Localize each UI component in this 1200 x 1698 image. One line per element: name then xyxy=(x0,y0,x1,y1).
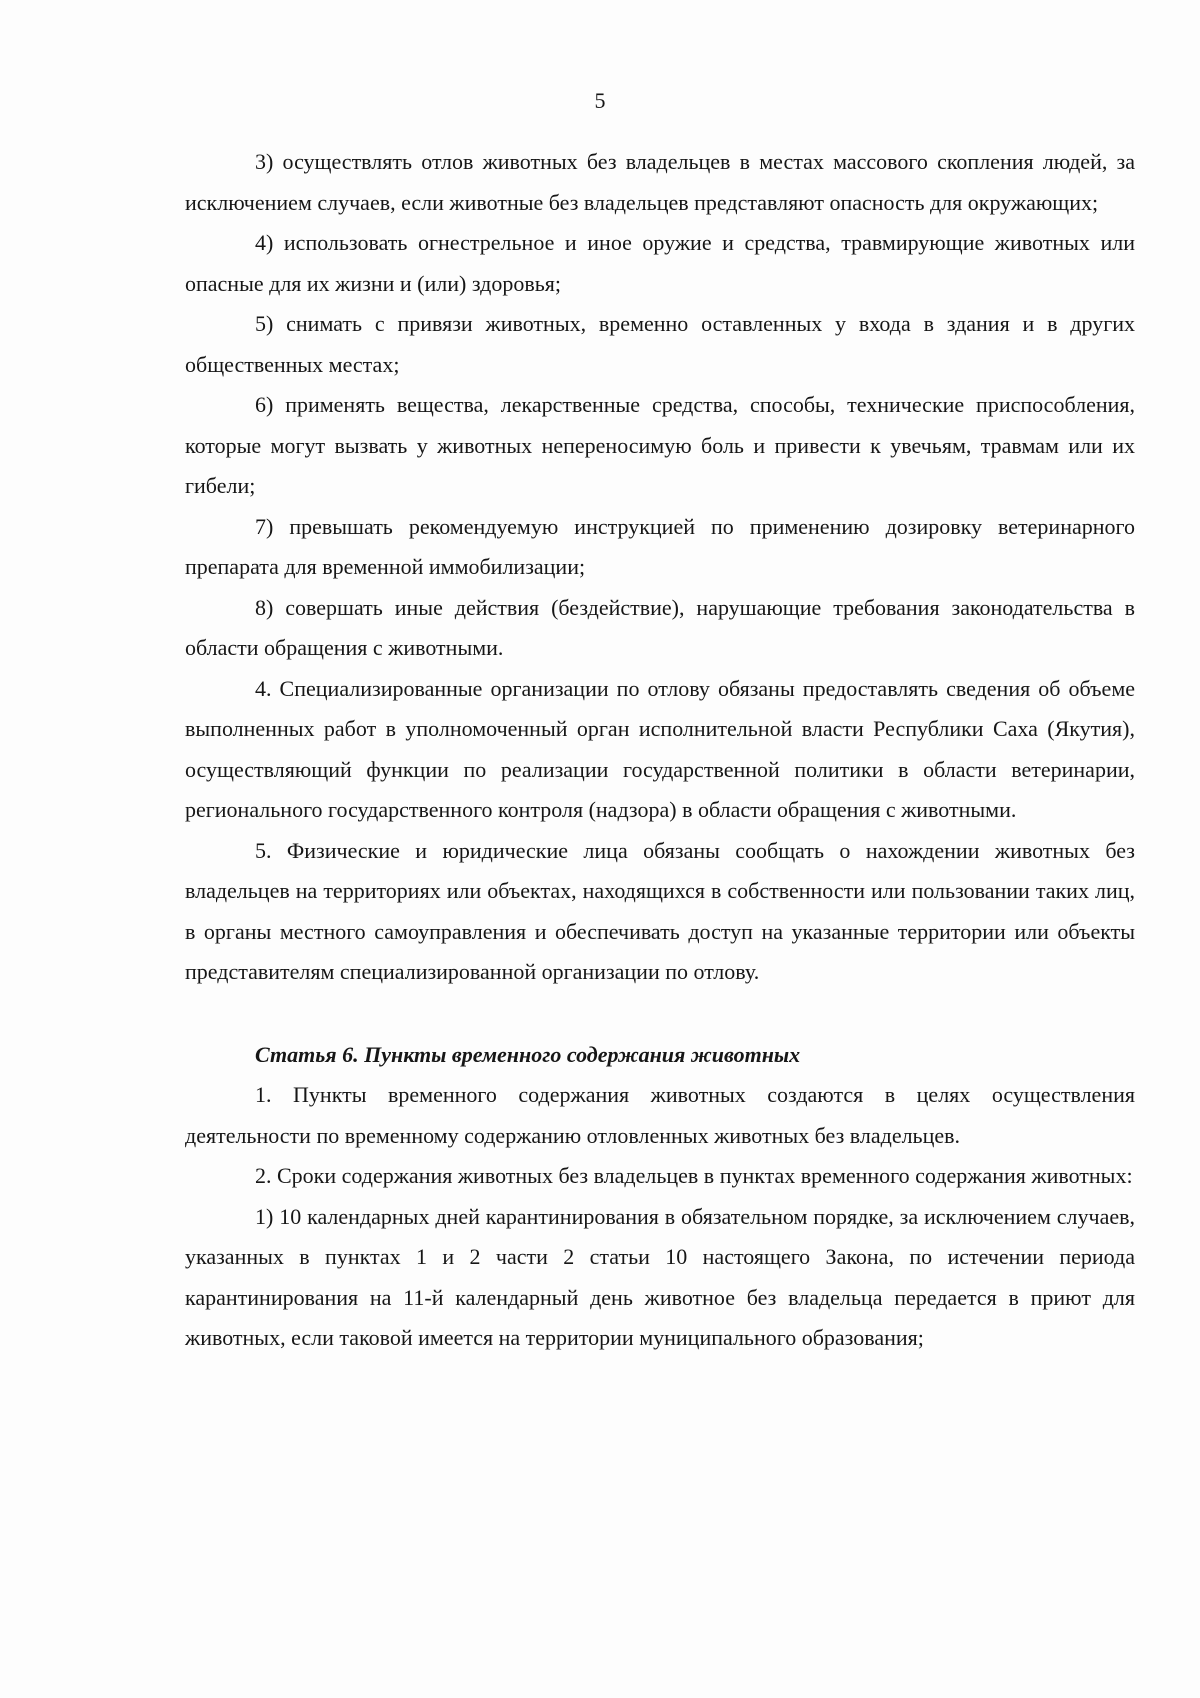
paragraph-item-3: 3) осуществлять отлов животных без владельцев в местах массового скопления людей, за исключением случаев, если животные без владельцев представляют опасность для окружающих; xyxy=(185,149,1135,215)
page-number: 5 xyxy=(594,88,606,113)
paragraph-article-6-part-2: 2. Сроки содержания животных без владельцев в пунктах временного содержания животных: xyxy=(255,1163,1133,1188)
document-body xyxy=(185,142,1135,1359)
article-heading: Статья 6. Пункты временного содержания животных xyxy=(255,1041,801,1067)
paragraph-part-5: 5. Физические и юридические лица обязаны сообщать о нахождении животных без владельцев на территориях или объектах, находящихся в собственности или пользовании таких лиц, в органы местного самоуправления и обеспечивать доступ на указанные территории или объекты представителям специализированной организации по отлову. xyxy=(185,837,1135,984)
paragraph-article-6-item-1: 1) 10 календарных дней карантинирования в обязательном порядке, за исключением случаев, указанных в пунктах 1 и 2 части 2 статьи 10 настоящего Закона, по истечении периода карантинирования на 11-й календарный день животное без владельца передается в приют для животных, если таковой имеется на территории муниципального образования; xyxy=(185,1203,1135,1350)
paragraph-article-6-part-1: 1. Пункты временного содержания животных создаются в целях осуществления деятельности по временному содержанию отловленных животных без владельцев. xyxy=(185,1082,1135,1148)
paragraph-item-6: 6) применять вещества, лекарственные средства, способы, технические приспособления, которые могут вызвать у животных непереносимую боль и привести к увечьям, травмам или их гибели; xyxy=(185,392,1135,498)
paragraph-part-4: 4. Специализированные организации по отлову обязаны предоставлять сведения об объеме выполненных работ в уполномоченный орган исполнительной власти Республики Саха (Якутия), осуществляющий функции по реализации государственной политики в области ветеринарии, регионального государственного контроля (надзора) в области обращения с животными. xyxy=(185,675,1135,822)
paragraph-item-4: 4) использовать огнестрельное и иное оружие и средства, травмирующие животных или опасные для их жизни и (или) здоровья; xyxy=(185,230,1135,296)
paragraph-item-8: 8) совершать иные действия (бездействие), нарушающие требования законодательства в области обращения с животными. xyxy=(185,594,1135,660)
paragraph-item-7: 7) превышать рекомендуемую инструкцией по применению дозировку ветеринарного препарата для временной иммобилизации; xyxy=(185,513,1135,579)
paragraph-item-5: 5) снимать с привязи животных, временно оставленных у входа в здания и в других общественных местах; xyxy=(185,311,1135,377)
